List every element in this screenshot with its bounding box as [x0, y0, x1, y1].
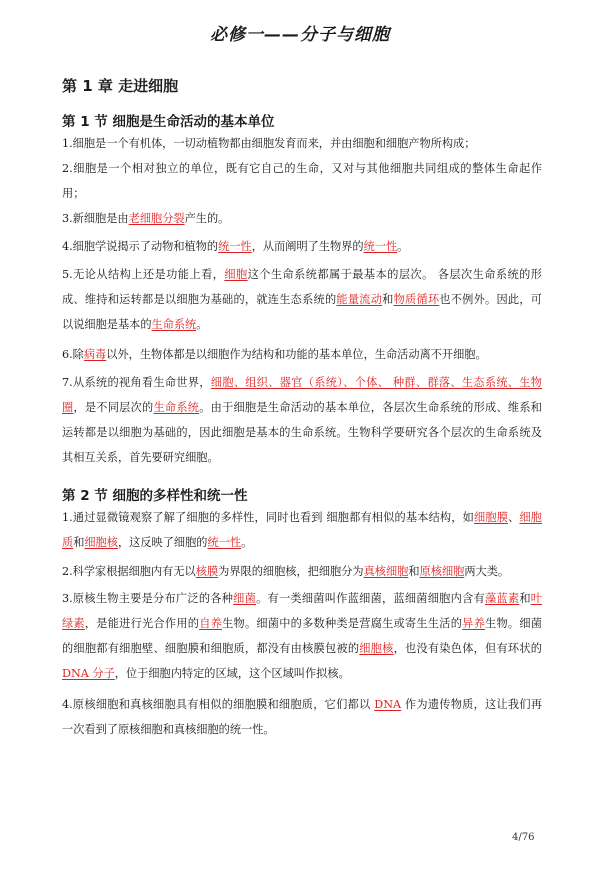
keyword-highlight: 自养	[199, 617, 223, 630]
paragraph-text: ，是不同层次的	[73, 401, 154, 414]
keyword-highlight: 老细胞分裂	[128, 212, 185, 225]
paragraph	[62, 692, 542, 742]
keyword-highlight: 统一性	[207, 536, 242, 549]
paragraph-text: 作为遗传物质，这让我们再一次看到了原核细胞和真核细胞的统一性。	[62, 698, 543, 736]
paragraph-text: 。由于细胞是生命活动的基本单位，各层次生命系统的形成、维系和运转都是以细胞为基础的，因此细胞是基本的生命系统。生物科学要研究各个层次的生命系统及其相互关系，首先要研究细胞。	[62, 401, 542, 464]
keyword-highlight: 细胞膜	[474, 511, 509, 524]
paragraph-text: ，也没有染色体，但有环状的	[393, 642, 542, 655]
paragraph-text: 和	[73, 536, 85, 549]
keyword-highlight: 细胞核	[359, 642, 394, 655]
paragraph-text: 2.细胞是一个相对独立的单位，既有它自己的生命，又对与其他细胞共同组成的整体生命起作用；	[62, 162, 542, 200]
paragraph	[62, 586, 542, 686]
paragraph	[62, 559, 542, 584]
keyword-highlight: 异养	[462, 617, 486, 630]
keyword-highlight: 细菌	[233, 592, 257, 605]
paragraph-text: ，位于细胞内特定的区域，这个区域叫作拟核。	[114, 667, 350, 680]
keyword-highlight: 叶绿素	[62, 592, 542, 630]
paragraph-text: 4.原核细胞和真核细胞具有相似的细胞膜和细胞质，它们都以	[62, 698, 375, 711]
chapter-title: 第 1 章 走进细胞	[62, 77, 179, 95]
paragraph-text: 和	[408, 565, 420, 578]
paragraph	[62, 342, 542, 367]
paragraph-text: 5.无论从结构上还是功能上看，	[62, 268, 225, 281]
paragraph-text: 生物。细菌中的多数种类是营腐生或寄生生活的	[222, 617, 463, 630]
paragraph	[62, 234, 542, 259]
paragraph	[62, 131, 542, 156]
paragraph-text: ，从而阐明了生物界的	[251, 240, 364, 253]
keyword-highlight: 生命系统	[153, 401, 200, 414]
section-heading-2: 第 2 节 细胞的多样性和统一性	[62, 488, 248, 504]
paragraph	[62, 262, 542, 337]
paragraph-text: ，这反映了细胞的	[117, 536, 208, 549]
keyword-highlight: 细胞	[224, 268, 248, 281]
paragraph-text: 产生的。	[184, 212, 230, 225]
paragraph-text: 也不例外。因此，可以说细胞是基本的	[62, 293, 542, 331]
paragraph-text: 以外，生物体都是以细胞作为结构和功能的基本单位，生命活动离不开细胞。	[106, 348, 487, 361]
keyword-highlight: 真核细胞	[363, 565, 409, 578]
paragraph-text: 2.科学家根据细胞内有无以	[62, 565, 196, 578]
paragraph-text: 1.细胞是一个有机体，一切动植物都由细胞发育而来，并由细胞和细胞产物所构成；	[62, 137, 476, 150]
paragraph-text: 和	[519, 592, 531, 605]
paragraph-text: 为界限的细胞核，把细胞分为	[218, 565, 364, 578]
paragraph-text: 生物。细菌的细胞都有细胞壁、细胞膜和细胞质，都没有由核膜包被的	[62, 617, 542, 655]
keyword-highlight: 核膜	[195, 565, 219, 578]
keyword-highlight: 生命系统	[151, 318, 197, 331]
paragraph-text: 3.新细胞是由	[62, 212, 129, 225]
paragraph-text: ，是能进行光合作用的	[84, 617, 200, 630]
section-heading-1: 第 1 节 细胞是生命活动的基本单位	[62, 114, 275, 130]
paragraph	[62, 156, 542, 206]
paragraph-text: 4.细胞学说揭示了动物和植物的	[62, 240, 219, 253]
paragraph-text: 。有一类细菌叫作蓝细菌，蓝细菌细胞内含有	[256, 592, 485, 605]
keyword-highlight: 物质循环	[393, 293, 440, 306]
document-title: 必修一——分子与细胞	[210, 25, 390, 45]
paragraph-text: 7.从系统的视角看生命世界，	[62, 376, 211, 389]
keyword-highlight: 统一性	[218, 240, 252, 253]
keyword-highlight: 细胞质	[62, 511, 542, 549]
paragraph	[62, 505, 542, 555]
paragraph-text: 1.通过显微镜观察了解了细胞的多样性，同时也看到 细胞都有相似的基本结构，如	[62, 511, 474, 524]
keyword-highlight: DNA 分子	[62, 667, 115, 680]
page-number: 4/76	[512, 832, 535, 843]
keyword-highlight: 原核细胞	[419, 565, 465, 578]
paragraph	[62, 206, 542, 231]
keyword-highlight: 细胞、组织、器官（系统）、个体、 种群、群落、生态系统、生物圈	[62, 376, 542, 414]
paragraph-text: 。	[196, 318, 208, 331]
paragraph-text: 。	[397, 240, 409, 253]
paragraph-text: 这个生命系统都属于最基本的层次。 各层次生命系统的形成、维持和运转都是以细胞为基础的，就连生态系统的	[62, 268, 542, 306]
paragraph-text: 。	[241, 536, 253, 549]
paragraph-text: 、	[508, 511, 520, 524]
paragraph-text: 3.原核生物主要是分布广泛的各种	[62, 592, 234, 605]
keyword-highlight: 细胞核	[84, 536, 118, 549]
paragraph-text: 两大类。	[464, 565, 510, 578]
keyword-highlight: 统一性	[363, 240, 398, 253]
paragraph-text: 6.除	[62, 348, 84, 361]
keyword-highlight: 能量流动	[336, 293, 383, 306]
keyword-highlight: 藻蓝素	[484, 592, 520, 605]
keyword-highlight: DNA	[374, 698, 402, 711]
paragraph	[62, 370, 542, 470]
paragraph-text: 和	[382, 293, 394, 306]
keyword-highlight: 病毒	[83, 348, 107, 361]
